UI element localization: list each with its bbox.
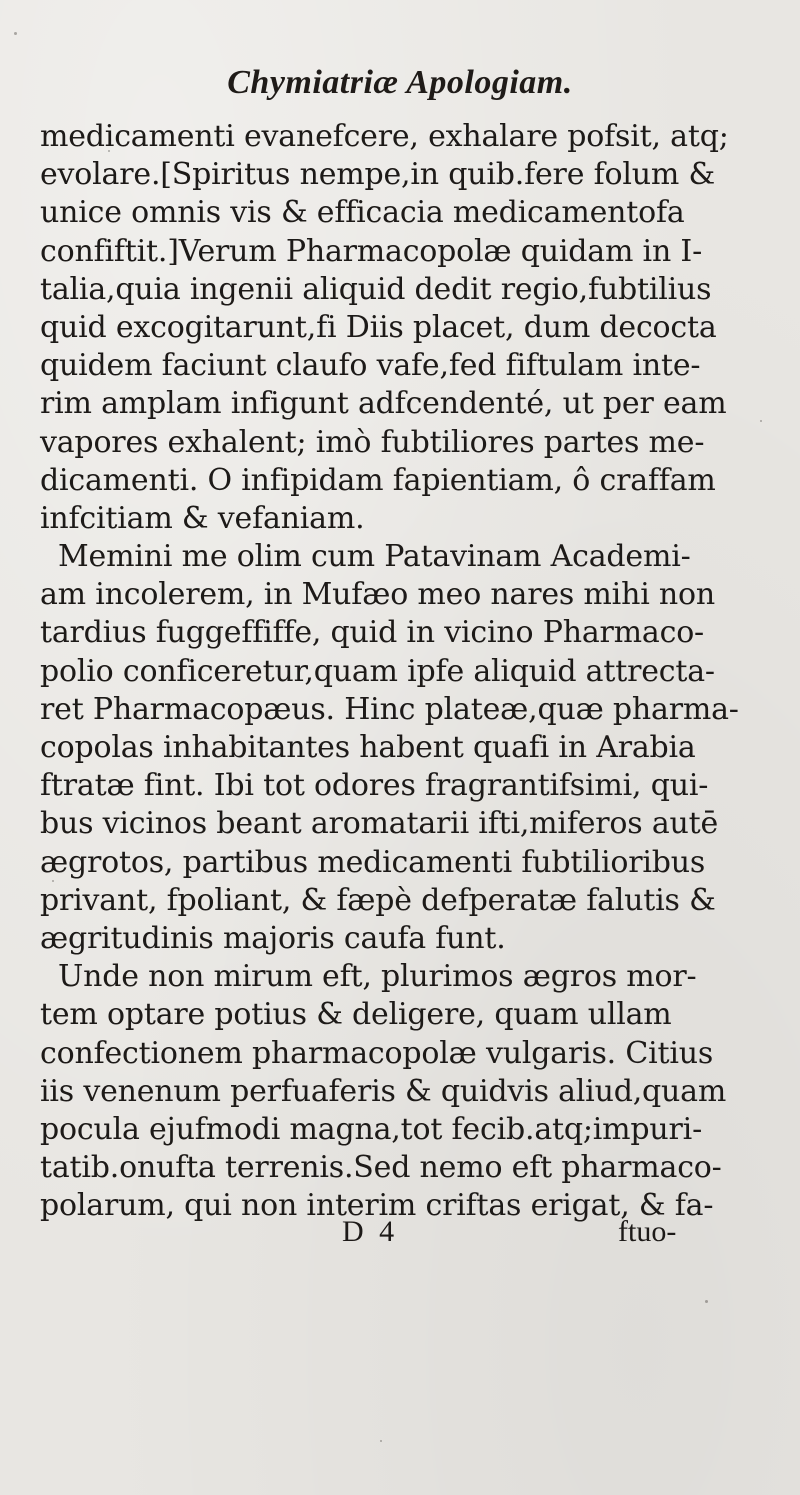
text-line: confectionem pharmacopolæ vulgaris. Citius [40,1035,714,1071]
text-line: medicamenti evanefcere, exhalare pofsit, atq; [40,119,729,154]
running-head: Chymiatriæ Apologiam. [227,64,573,101]
text-line: tatib.onufta terrenis.Sed nemo eft pharmaco- [40,1150,722,1186]
page-footer [0,1215,800,1255]
signature-mark: D 4 [342,1215,399,1248]
blank-bottom-margin [0,1260,800,1495]
paragraph-start-line: Unde non mirum eft, plurimos ægros mor- [58,959,697,995]
text-line: polarum, qui non interim criftas erigat, & fa- [40,1188,714,1224]
text-line: confiftit.]Verum Pharmacopolæ quidam in I- [40,233,703,269]
text-line: iis venenum perfuaferis & quidvis aliud,quam [40,1073,727,1109]
text-line: tem optare potius & deligere, quam ullam [40,997,672,1033]
paragraph-start-line: Memini me olim cum Patavinam Academi- [58,539,691,575]
text-line: quid excogitarunt,fi Diis placet, dum decocta [40,309,717,345]
text-line: ftratæ fint. Ibi tot odores fragrantifsimi, qui- [40,768,709,804]
text-line: pocula ejufmodi magna,tot fecib.atq;impuri- [40,1111,703,1147]
text-line: unice omnis vis & efficacia medicamentofa [40,195,685,231]
text-line: infcitiam & vefaniam. [40,500,365,536]
text-line: tardius fuggeffiffe, quid in vicino Pharmaco- [40,615,704,651]
text-line: ret Pharmacopæus. Hinc plateæ,quæ pharma- [40,691,739,727]
text-line: evolare.[Spiritus nempe,in quib.fere folum & [40,157,715,193]
text-line: polio conficeretur,quam ipfe aliquid attrecta- [40,653,715,689]
body-text [40,118,770,1225]
text-line: rim amplam infigunt adfcendenté, ut per eam [40,386,727,422]
text-line: am incolerem, in Mufæo meo nares mihi non [40,577,716,613]
catchword: ftuo- [618,1215,677,1248]
text-line: vapores exhalent; imò fubtiliores partes me- [40,424,705,460]
text-line: dicamenti. O infipidam fapientiam, ô craffam [40,462,716,498]
text-line: talia,quia ingenii aliquid dedit regio,fubtilius [40,271,712,307]
text-line: ægritudinis majoris caufa funt. [40,920,506,956]
text-line: privant, fpoliant, & fæpè defperatæ falutis & [40,882,716,918]
ink-speck [14,32,17,35]
text-line: ægrotos, partibus medicamenti fubtilioribus [40,844,706,880]
text-line: copolas inhabitantes habent quafi in Arabia [40,730,696,765]
text-line: bus vicinos beant aromatarii ifti,miferos autē [40,806,719,842]
text-line: quidem faciunt claufo vafe,fed fiftulam inte- [40,348,701,384]
